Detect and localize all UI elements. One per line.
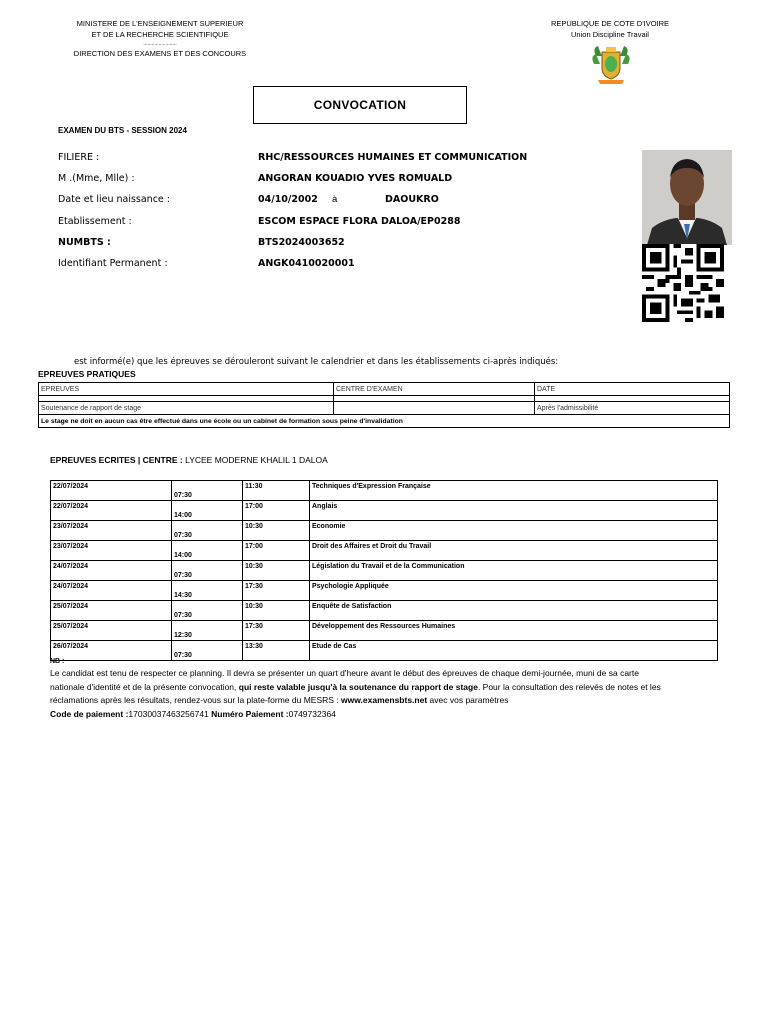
written-exams-title (50, 455, 328, 465)
document-title: CONVOCATION (253, 86, 467, 124)
end-time-cell: 17:00 (243, 541, 310, 561)
subject-cell: Enquête de Satisfaction (310, 601, 718, 621)
table-row (51, 561, 718, 581)
written-exams-centre: LYCEE MODERNE KHALIL 1 DALOA (185, 455, 328, 465)
table-row (51, 521, 718, 541)
subject-cell: Economie (310, 521, 718, 541)
subject-cell: Législation du Travail et de la Communication (310, 561, 718, 581)
candidate-photo (642, 150, 732, 245)
start-time-cell: 07:30 (172, 481, 243, 501)
ministry-header (60, 18, 260, 59)
ministry-line-1: MINISTERE DE L'ENSEIGNEMENT SUPERIEUR (76, 19, 244, 28)
numbts-value: BTS2024003652 (258, 237, 345, 248)
table-cell (334, 402, 535, 415)
nb-label: NB : (50, 658, 65, 665)
table-row (51, 621, 718, 641)
exam-date-cell: 22/07/2024 (51, 501, 172, 521)
name-label: M .(Mme, Mlle) : (58, 173, 135, 184)
header-cell: EPREUVES (39, 383, 334, 396)
exam-date-cell: 25/07/2024 (51, 601, 172, 621)
table-row (51, 481, 718, 501)
filiere-value: RHC/RESSOURCES HUMAINES ET COMMUNICATION (258, 152, 528, 163)
end-time-cell: 17:00 (243, 501, 310, 521)
table-row (51, 501, 718, 521)
table-row (51, 601, 718, 621)
start-time-cell: 07:30 (172, 601, 243, 621)
practical-exams-table (38, 382, 730, 428)
birth-label: Date et lieu naissance : (58, 194, 170, 205)
subject-cell: Développement des Ressources Humaines (310, 621, 718, 641)
id-value: ANGK0410020001 (258, 258, 355, 269)
start-time-cell: 07:30 (172, 561, 243, 581)
nb-text-1: Le candidat est tenu de respecter ce planning. Il devra se présenter un quart d'heure avant le début des épreuves de chaque demi-journée, muni de sa carte nationale d'identité et de la présente convocation, (50, 668, 639, 692)
end-time-cell: 17:30 (243, 621, 310, 641)
end-time-cell: 11:30 (243, 481, 310, 501)
subject-cell: Anglais (310, 501, 718, 521)
subject-cell: Techniques d'Expression Française (310, 481, 718, 501)
internship-note: Le stage ne doit en aucun cas être effectué dans une école ou un cabinet de formation sous peine d'invalidation (39, 415, 730, 428)
exam-date-cell: 24/07/2024 (51, 581, 172, 601)
header-cell: CENTRE D'EXAMEN (334, 383, 535, 396)
subject-cell: Droit des Affaires et Droit du Travail (310, 541, 718, 561)
practical-exams-title: EPREUVES PRATIQUES (38, 369, 136, 379)
header-cell: DATE (535, 383, 730, 396)
intro-text: est informé(e) que les épreuves se dérouleront suivant le calendrier et dans les établissements ci-après indiqués: (74, 357, 559, 367)
birth-place: DAOUKRO (385, 194, 439, 205)
written-exams-label: EPREUVES ECRITES | CENTRE : (50, 455, 183, 465)
website-link[interactable]: www.examensbts.net (341, 695, 428, 705)
start-time-cell: 14:30 (172, 581, 243, 601)
ministry-separator: ........................ (143, 41, 177, 47)
table-header-row (39, 383, 730, 396)
exam-date-cell: 24/07/2024 (51, 561, 172, 581)
exam-date-cell: 23/07/2024 (51, 521, 172, 541)
nb-section (50, 657, 670, 721)
start-time-cell: 07:30 (172, 521, 243, 541)
name-value: ANGORAN KOUADIO YVES ROMUALD (258, 173, 453, 184)
numbts-label: NUMBTS : (58, 237, 111, 248)
nb-validity-note: qui reste valable jusqu'à la soutenance du rapport de stage (238, 681, 478, 692)
nb-text-2: . Pour la consultation des relevés de notes et les réclamations après les résultats, rendez-vous sur la plate-forme du MESRS : (50, 681, 661, 705)
start-time-cell: 14:00 (172, 541, 243, 561)
exam-title: EXAMEN DU BTS - SESSION 2024 (58, 126, 187, 135)
payment-code-value: 17030037463256741 (128, 708, 209, 719)
table-note-row (39, 415, 730, 428)
id-label: Identifiant Permanent : (58, 258, 168, 269)
end-time-cell: 13:30 (243, 641, 310, 661)
start-time-cell: 07:30 (172, 641, 243, 661)
payment-number-value: 0749732364 (288, 708, 336, 719)
payment-number-label: Numéro Paiement : (211, 708, 289, 719)
subject-cell: Psychologie Appliquée (310, 581, 718, 601)
filiere-label: FILIERE : (58, 152, 100, 163)
end-time-cell: 17:30 (243, 581, 310, 601)
nb-text-3: avec vos paramètres (429, 695, 509, 705)
end-time-cell: 10:30 (243, 521, 310, 541)
ministry-line-2: ET DE LA RECHERCHE SCIENTIFIQUE (91, 30, 229, 39)
table-row (51, 541, 718, 561)
exam-date-cell: 22/07/2024 (51, 481, 172, 501)
table-row (51, 581, 718, 601)
table-row (39, 402, 730, 415)
exam-date-cell: 25/07/2024 (51, 621, 172, 641)
end-time-cell: 10:30 (243, 601, 310, 621)
payment-code-label: Code de paiement : (50, 708, 129, 719)
coat-of-arms-emblem (590, 42, 632, 86)
end-time-cell: 10:30 (243, 561, 310, 581)
nb-paragraph (50, 667, 670, 708)
payment-line (50, 708, 670, 722)
birth-date: 04/10/2002 (258, 194, 318, 205)
table-cell: Soutenance de rapport de stage (39, 402, 334, 415)
exam-date-cell: 23/07/2024 (51, 541, 172, 561)
republic-header (530, 18, 690, 40)
subject-cell: Etude de Cas (310, 641, 718, 661)
exam-date-cell: 26/07/2024 (51, 641, 172, 661)
start-time-cell: 14:00 (172, 501, 243, 521)
birth-at: à (332, 194, 338, 205)
school-label: Etablissement : (58, 216, 132, 227)
table-cell: Après l'admissibilité (535, 402, 730, 415)
republic-motto: Union Discipline Travail (571, 30, 649, 39)
republic-name: REPUBLIQUE DE COTE D'IVOIRE (550, 19, 670, 28)
direction-line: DIRECTION DES EXAMENS ET DES CONCOURS (73, 49, 247, 58)
school-value: ESCOM ESPACE FLORA DALOA/EP0288 (258, 216, 461, 227)
start-time-cell: 12:30 (172, 621, 243, 641)
qr-code (642, 244, 724, 322)
written-exams-schedule (50, 480, 718, 661)
